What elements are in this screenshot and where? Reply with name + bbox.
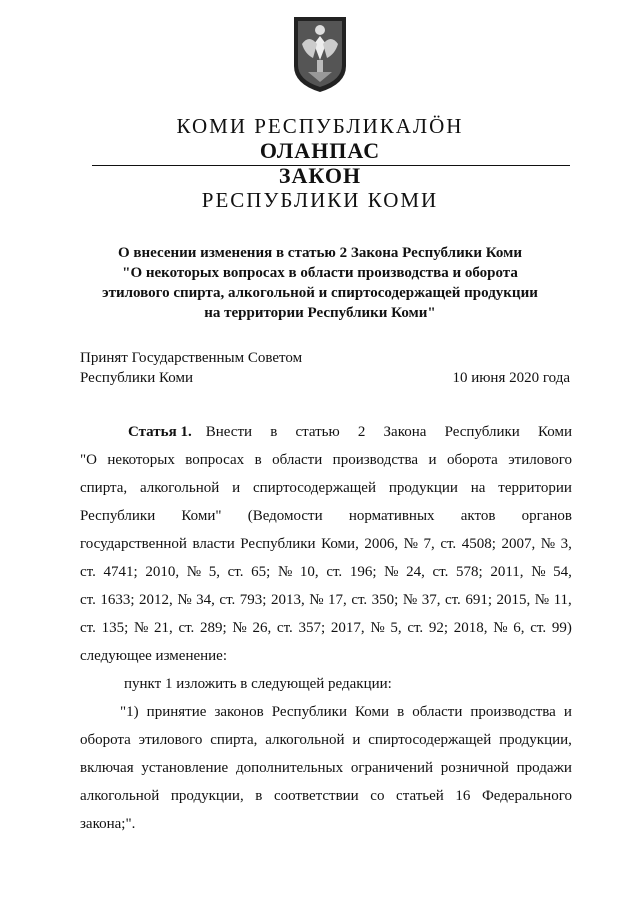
article-body xyxy=(80,418,572,838)
law-title-line: на территории Республики Коми" xyxy=(204,305,436,321)
article-line: "О некоторых вопросах в области производства и оборота этилового xyxy=(80,452,572,468)
coat-of-arms-icon xyxy=(291,14,349,94)
article-line xyxy=(80,418,572,446)
article-line: ст. 1633; 2012, № 34, ст. 793; 2013, № 17, ст. 350; № 37, ст. 691; 2015, № 11, xyxy=(80,592,572,608)
article-line: следующее изменение: xyxy=(80,648,228,664)
law-title-line: О внесении изменения в статью 2 Закона Республики Коми xyxy=(118,245,522,261)
article-line: ст. 4741; 2010, № 5, ст. 65; № 10, ст. 196; № 24, ст. 578; 2011, № 54, xyxy=(80,564,572,580)
article-line: пункт 1 изложить в следующей редакции: xyxy=(124,676,392,692)
republic-name-komi: КОМИ РЕСПУБЛИКАЛӦН xyxy=(176,114,464,138)
article-line: спирта, алкогольной и спиртосодержащей продукции на территории xyxy=(80,480,572,496)
article-line: оборота этилового спирта, алкогольной и спиртосодержащей продукции, xyxy=(80,732,572,748)
olanpas-heading: ОЛАНПАС xyxy=(259,138,381,163)
article-line: государственной власти Республики Коми, 2006, № 7, ст. 4508; 2007, № 3, xyxy=(80,536,572,552)
article-line: "1) принятие законов Республики Коми в области производства и xyxy=(120,704,572,720)
article-line: алкогольной продукции, в соответствии со статьей 16 Федерального xyxy=(80,788,572,804)
adoption-line: Принят Государственным Советом xyxy=(80,350,303,366)
adoption-info xyxy=(80,348,302,388)
law-title xyxy=(60,243,580,323)
law-title-line: "О некоторых вопросах в области производства и оборота xyxy=(122,265,518,281)
article-line: закона;". xyxy=(80,816,136,832)
article-line: включая установление дополнительных ограничений розничной продажи xyxy=(80,760,572,776)
law-heading: ЗАКОН xyxy=(278,163,362,188)
article-line: ст. 135; № 21, ст. 289; № 26, ст. 357; 2017, № 5, ст. 92; 2018, № 6, ст. 99) xyxy=(80,620,572,636)
article-label: Статья 1. xyxy=(128,424,192,440)
adoption-line: Республики Коми xyxy=(80,370,193,386)
article-text: Внести в статью 2 Закона Республики Коми xyxy=(205,424,572,440)
article-line: Республики Коми" (Ведомости нормативных актов органов xyxy=(80,508,572,524)
law-title-line: этилового спирта, алкогольной и спиртосодержащей продукции xyxy=(102,285,538,301)
adoption-date: 10 июня 2020 года xyxy=(452,370,570,386)
republic-name-ru: РЕСПУБЛИКИ КОМИ xyxy=(201,188,439,212)
